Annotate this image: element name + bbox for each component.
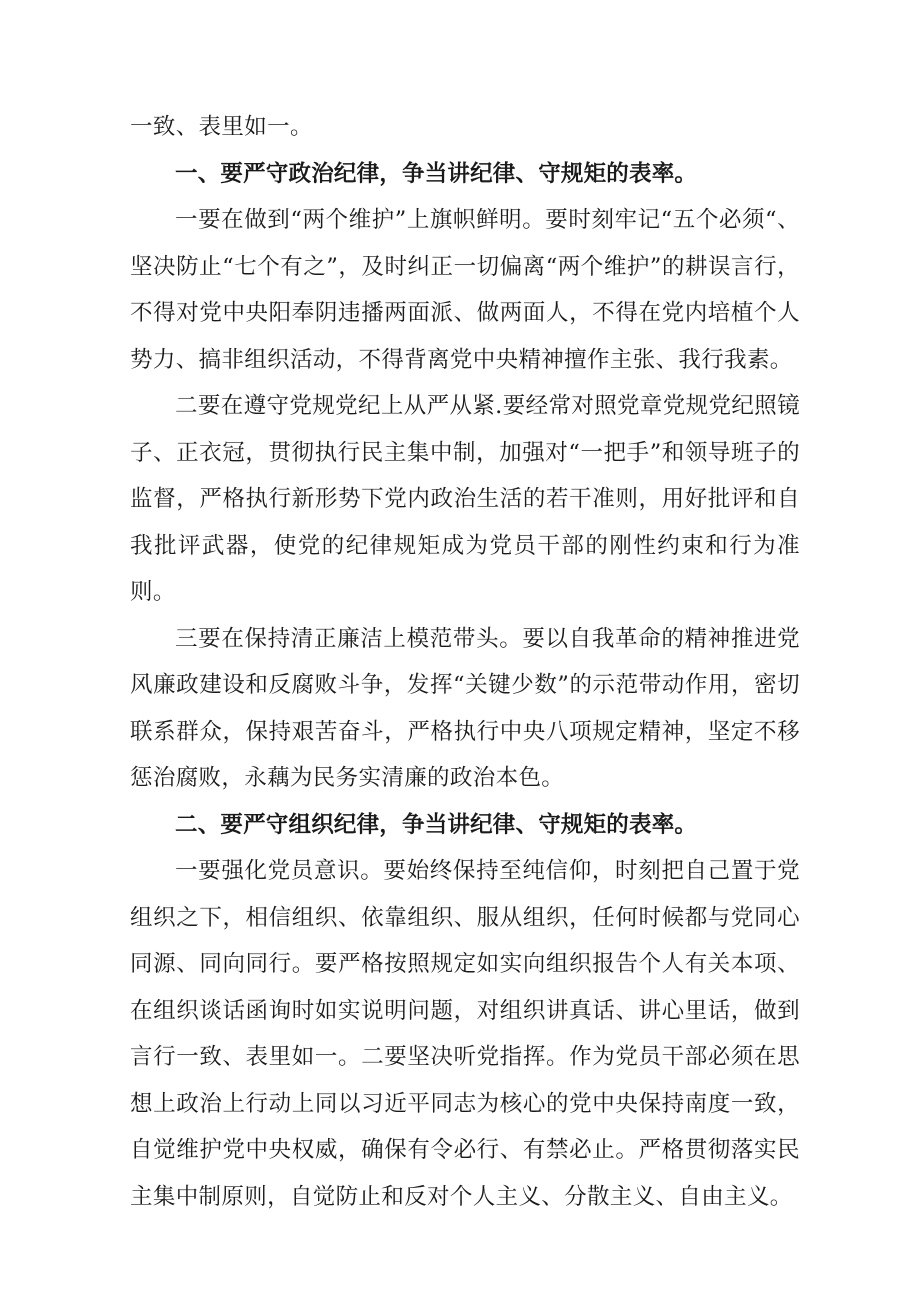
paragraph-two-safeguards: 一要在做到“两个维护”上旗帜鲜明。要时刻牢记“五个必须“、坚决防止“七个有之”，及时纠正一切偏离“两个维护”的耕误言行，不得对党中央阳奉阴违播两面派、做两面人，不得在党内培植个人势力、搞非组织活动，不得背离党中央精神擅作主张、我行我素。 — [130, 207, 800, 373]
section-heading-political-discipline: 一、要严守政治纪律，争当讲纪律、守规矩的表率。 — [175, 160, 698, 187]
paragraph-party-awareness: 一要强化党员意识。要始终保持至纯信仰，时刻把自己置于党组织之下，相信组织、依靠组织、服从组织，任何时候都与党同心同源、同向同行。要严格按照规定如实向组织报告个人有关本项、在组织谈话函询时如实说明问题，对组织讲真话、讲心里话，做到言行一致、表里如一。二要坚决听党指挥。作为党员干部必须在思想上政治上行动上同以习近平同志为核心的党中央保持南度一致，自觉维护党中央权威，确保有令必行、有禁必止。严格贯彻落实民主集中制原则，自觉防止和反对个人主义、分散主义、自由主义。 — [130, 858, 800, 1210]
section-heading-organizational-discipline: 二、要严守组织纪律，争当讲纪律、守规矩的表率。 — [175, 811, 698, 838]
paragraph-continuation: 一致、表里如一。 — [130, 114, 313, 140]
paragraph-party-rules: 二要在遵守党规党纪上从严从紧.要经常对照党章党规党纪照镜子、正衣冠，贯彻执行民主集中制，加强对“一把手”和领导班子的监督，严格执行新形势下党内政治生活的若干准则，用好批评和自我批评武器，使党的纪律规矩成为党员干部的刚性约束和行为准则。 — [130, 393, 800, 605]
paragraph-integrity: 三要在保持清正廉洁上模范带头。要以自我革命的精神推进党风廉政建设和反腐败斗争，发挥“关键少数”的示范带动作用，密切联系群众，保持艰苦奋斗，严格执行中央八项规定精神，坚定不移惩治腐败，永藕为民务实清廉的政治本色。 — [130, 625, 800, 791]
document-body — [130, 104, 800, 1220]
